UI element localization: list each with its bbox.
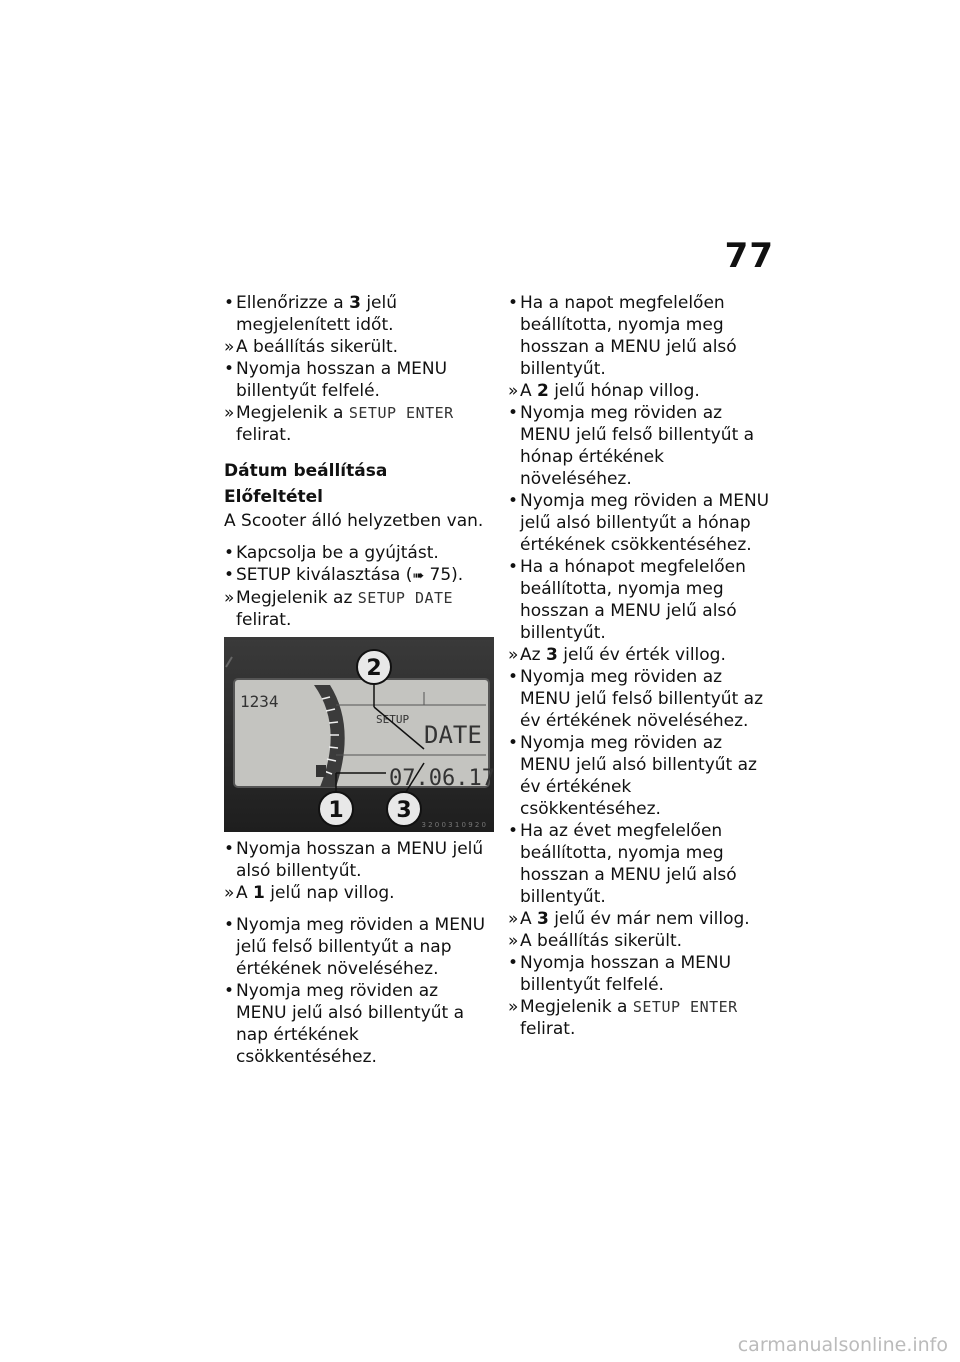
list-item: • Nyomja meg röviden az MENU jelű alsó billentyűt az év értékének csökkentéséhez. — [508, 733, 757, 819]
bullet-marker: • — [224, 839, 235, 859]
bullet-marker: • — [508, 403, 519, 423]
list-item: » A 2 jelű hónap villog. — [508, 381, 700, 401]
callout-ref: 2 — [537, 381, 549, 401]
display-mode: DATE — [424, 721, 482, 749]
result-marker: » — [508, 909, 519, 929]
dashboard-illustration — [224, 637, 494, 832]
left-items-bottom — [224, 914, 486, 1068]
page-ref-arrow-icon: ➠ — [412, 568, 425, 584]
bullet-marker: • — [508, 821, 519, 841]
list-item: • Nyomja hosszan a MENU billentyűt felfelé. — [224, 359, 448, 401]
bullet-marker: • — [224, 543, 235, 563]
display-text: SETUP ENTER — [348, 404, 454, 422]
svg-text:1: 1 — [328, 798, 344, 823]
callout-1 — [319, 792, 353, 826]
figure-code: 3 2 0 0 3 1 0 9 2 0 — [421, 821, 486, 829]
section-heading: Dátum beállítása — [224, 461, 388, 481]
bullet-marker: • — [508, 293, 519, 313]
footer-watermark: carmanualsonline.info — [737, 1334, 948, 1356]
left-items-after-figure — [224, 838, 486, 904]
result-marker: » — [224, 883, 235, 903]
bullet-marker: • — [508, 733, 519, 753]
svg-text:2: 2 — [366, 656, 382, 681]
list-item: » A beállítás sikerült. — [508, 931, 683, 951]
list-item: • Nyomja meg röviden az MENU jelű felső billentyűt a hónap értékének növeléséhez. — [508, 403, 755, 489]
list-item: • Nyomja meg röviden az MENU jelű alsó billentyűt a nap értékének csökkentéséhez. — [224, 981, 465, 1067]
precondition-text: A Scooter álló helyzetben van. — [224, 511, 484, 531]
bullet-marker: • — [224, 981, 235, 1001]
list-item: » A beállítás sikerült. — [224, 337, 399, 357]
display-date: 07.06.17 — [389, 766, 494, 791]
result-marker: » — [508, 931, 519, 951]
callout-ref: 3 — [537, 909, 549, 929]
display-text: SETUP ENTER — [632, 998, 738, 1016]
list-item: • Ha a napot megfelelően beállította, nyomja meg hosszan a MENU jelű alsó billentyűt. — [508, 293, 737, 379]
callout-ref: 1 — [253, 883, 265, 903]
display-clock: 1234 — [240, 692, 279, 711]
bullet-marker: • — [508, 491, 519, 511]
list-item: • Nyomja hosszan a MENU jelű alsó billentyűt. — [224, 839, 484, 881]
callout-ref: 3 — [349, 293, 361, 313]
left-column — [224, 292, 494, 1068]
dashboard-figure — [224, 637, 494, 832]
display-text: SETUP DATE — [357, 589, 454, 607]
subsection-heading: Előfeltétel — [224, 487, 324, 507]
list-item: • Ha az évet megfelelően beállította, nyomja meg hosszan a MENU jelű alsó billentyűt. — [508, 821, 737, 907]
svg-text:3: 3 — [396, 798, 412, 823]
page-number: 77 — [724, 236, 774, 276]
bullet-marker: • — [224, 293, 235, 313]
callout-3 — [387, 792, 421, 826]
list-item: » A 1 jelű nap villog. — [224, 883, 395, 903]
list-item: » A 3 jelű év már nem villog. — [508, 909, 750, 929]
left-items-top — [224, 292, 486, 446]
bullet-marker: • — [508, 953, 519, 973]
bullet-marker: • — [224, 915, 235, 935]
list-item: • Nyomja hosszan a MENU billentyűt felfelé. — [508, 953, 732, 995]
list-item: » Megjelenik az SETUP DATE felirat. — [224, 588, 454, 630]
list-item: • Ellenőrizze a 3 jelű megjelenített időt. — [224, 293, 398, 335]
result-marker: » — [508, 381, 519, 401]
list-item: » Az 3 jelű év érték villog. — [508, 645, 726, 665]
callout-ref: 3 — [545, 645, 558, 665]
list-item: • Ha a hónapot megfelelően beállította, nyomja meg hosszan a MENU jelű alsó billentyűt. — [508, 557, 746, 643]
fuel-icon — [316, 765, 326, 777]
left-items-mid — [224, 542, 486, 631]
display-setup: SETUP — [376, 713, 410, 726]
right-column — [508, 292, 770, 1040]
list-item: • Nyomja meg röviden a MENU jelű felső billentyűt a nap értékének növeléséhez. — [224, 915, 486, 979]
list-item: » Megjelenik a SETUP ENTER felirat. — [508, 997, 738, 1039]
list-item: • Nyomja meg röviden a MENU jelű alsó billentyűt a hónap értékének csökkentéséhez. — [508, 491, 770, 555]
list-item: • Kapcsolja be a gyújtást. — [224, 543, 439, 563]
callout-2 — [357, 650, 391, 684]
page-ref[interactable]: 75). — [424, 565, 464, 585]
bullet-marker: • — [224, 565, 235, 585]
bullet-marker: • — [224, 359, 235, 379]
bullet-marker: • — [508, 557, 519, 577]
result-marker: » — [224, 403, 235, 423]
result-marker: » — [508, 997, 519, 1017]
result-marker: » — [508, 645, 519, 665]
list-item: • Nyomja meg röviden az MENU jelű felső billentyűt az év értékének növeléséhez. — [508, 667, 763, 731]
list-item: » Megjelenik a SETUP ENTER felirat. — [224, 403, 454, 445]
result-marker: » — [224, 588, 235, 608]
list-item: • SETUP kiválasztása (➠ 75). — [224, 565, 464, 585]
result-marker: » — [224, 337, 235, 357]
bullet-marker: • — [508, 667, 519, 687]
